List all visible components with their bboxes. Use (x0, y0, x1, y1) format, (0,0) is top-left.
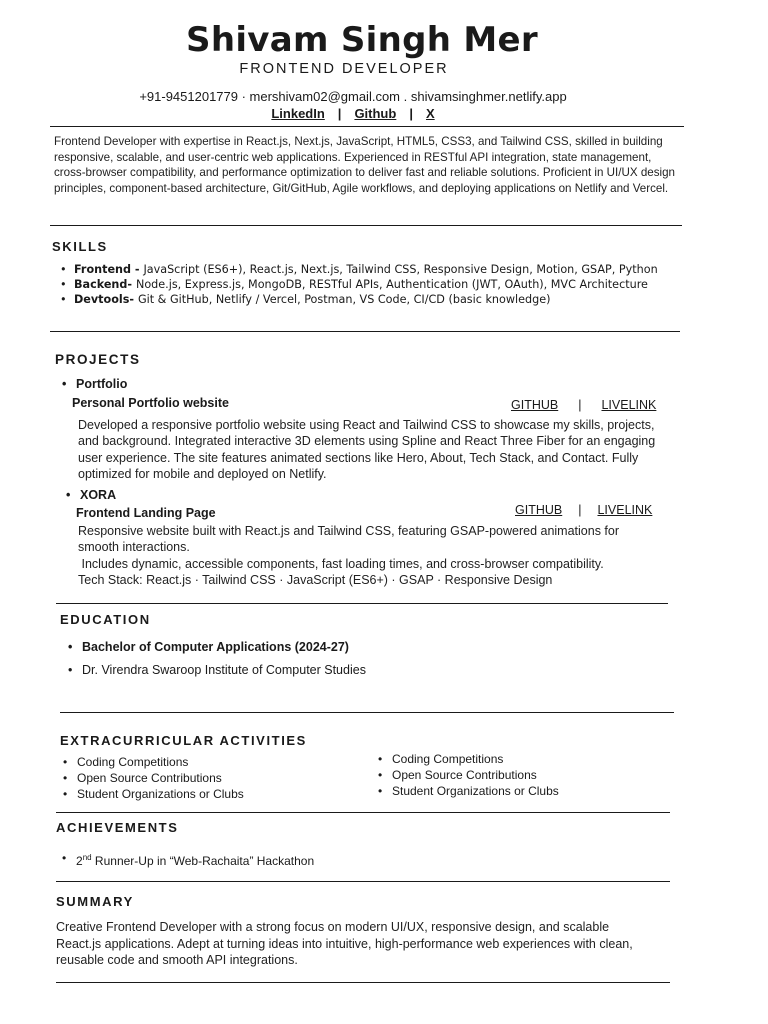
divider (56, 812, 670, 813)
divider (50, 126, 684, 127)
divider (50, 331, 680, 332)
divider (60, 712, 674, 713)
skill-sep: - (129, 293, 138, 306)
project-description (78, 523, 718, 588)
link-separator: | (578, 503, 582, 517)
extracurricular-list-right (392, 751, 559, 799)
project-links (515, 503, 652, 517)
divider (56, 982, 670, 983)
link-separator: | (409, 106, 413, 121)
achievement-text: Runner-Up in “Web-Rachaita” Hackathon (91, 854, 315, 868)
divider (50, 225, 682, 226)
skill-sep: - (131, 263, 144, 276)
skill-frontend (74, 262, 714, 277)
skill-devtools (74, 292, 714, 307)
activity-item: • Coding Competitions (392, 751, 559, 767)
achievement-item (76, 850, 314, 869)
activity-item: • Open Source Contributions (392, 767, 559, 783)
activity-item: • Student Organizations or Clubs (392, 783, 559, 799)
project-github-link[interactable]: GITHUB (511, 398, 559, 412)
project-title: • XORA (80, 487, 116, 503)
project-live-link[interactable]: LIVELINK (597, 503, 653, 517)
github-link[interactable]: Github (354, 106, 397, 121)
skill-backend (74, 277, 714, 292)
skill-label: Devtools (74, 293, 130, 306)
project-title: • Portfolio (76, 376, 127, 392)
project-description: Developed a responsive portfolio website using React and Tailwind CSS to showcase my skills, projects, and background. Integrated interactive 3D elements using Spline and React Three Fiber for an engaging user experience. The site features animated sections like Hero, About, Tech Stack, and Contact. Fully optimized for mobile and deployed on Netlify. (78, 418, 656, 481)
divider (56, 881, 670, 882)
projects-heading: PROJECTS (55, 352, 141, 367)
project-title-list (76, 376, 127, 392)
contact-line: +91-9451201779 · mershivam02@gmail.com . shivamsinghmer.netlify.app (139, 89, 567, 104)
education-degree: • Bachelor of Computer Applications (2024-27) (82, 636, 366, 659)
link-separator: | (578, 398, 582, 412)
education-institute: • Dr. Virendra Swaroop Institute of Computer Studies (82, 659, 366, 682)
skills-list (74, 262, 714, 307)
achievement-rank-suffix: nd (82, 853, 92, 862)
skill-text: Git & GitHub, Netlify / Vercel, Postman, VS Code, CI/CD (basic knowledge) (137, 293, 551, 306)
achievement-rank: 2 (76, 854, 83, 868)
activity-item: • Open Source Contributions (77, 770, 244, 786)
job-title: FRONTEND DEVELOPER (239, 61, 449, 77)
extracurricular-heading: EXTRACURRICULAR ACTIVITIES (60, 733, 307, 748)
extracurricular-list-left (77, 754, 244, 802)
activity-item: • Student Organizations or Clubs (77, 786, 244, 802)
description-line: smooth interactions. (78, 540, 190, 555)
education-list (82, 636, 366, 682)
activity-item: • Coding Competitions (77, 754, 244, 770)
project-live-link[interactable]: LIVELINK (601, 398, 657, 412)
candidate-name: Shivam Singh Mer (186, 20, 538, 60)
achievements-list (76, 850, 314, 869)
project-subtitle: Personal Portfolio website (72, 396, 229, 410)
social-links (0, 106, 706, 121)
skill-text: JavaScript (ES6+), React.js, Next.js, Tailwind CSS, Responsive Design, Motion, GSAP, Python (143, 263, 658, 276)
achievements-heading: ACHIEVEMENTS (56, 820, 179, 835)
divider (56, 603, 668, 604)
profile-intro: Frontend Developer with expertise in React.js, Next.js, JavaScript, HTML5, CSS3, and Tailwind CSS, skilled in building responsive, scalable, and user-centric web applications. Experienced in RESTful API integration, state management, cross-browser compatibility, and performance optimization to deliver fast and reliable solutions. Proficient in UI/UX design principles, component-based architecture, Git/GitHub, Agile workflows, and deploying applications on Netlify and Vercel. (54, 135, 675, 195)
skill-label: Backend (74, 278, 128, 291)
skill-text: Node.js, Express.js, MongoDB, RESTful APIs, Authentication (JWT, OAuth), MVC Architecture (135, 278, 648, 291)
project-links (511, 398, 656, 412)
summary-heading: SUMMARY (56, 894, 134, 909)
project-github-link[interactable]: GITHUB (515, 503, 563, 517)
skills-heading: SKILLS (52, 239, 108, 254)
description-line: Includes dynamic, accessible components, fast loading times, and cross-browser compatibility. (78, 556, 604, 571)
project-title-list (80, 487, 116, 503)
skill-sep: - (127, 278, 136, 291)
skill-label: Frontend (74, 263, 132, 276)
link-separator: | (337, 106, 342, 121)
project-subtitle: Frontend Landing Page (76, 506, 216, 520)
x-link[interactable]: X (425, 106, 435, 121)
description-line: Responsive website built with React.js and Tailwind CSS, featuring GSAP-powered animations for (78, 524, 620, 538)
linkedin-link[interactable]: LinkedIn (271, 106, 325, 121)
description-line: Tech Stack: React.js · Tailwind CSS · JavaScript (ES6+) · GSAP · Responsive Design (78, 572, 553, 587)
summary-text: Creative Frontend Developer with a strong focus on modern UI/UX, responsive design, and scalable React.js applications. Adept at turning ideas into intuitive, high-performance web experiences with clean, reusable code and smooth API integrations. (56, 920, 633, 967)
education-heading: EDUCATION (60, 612, 151, 627)
